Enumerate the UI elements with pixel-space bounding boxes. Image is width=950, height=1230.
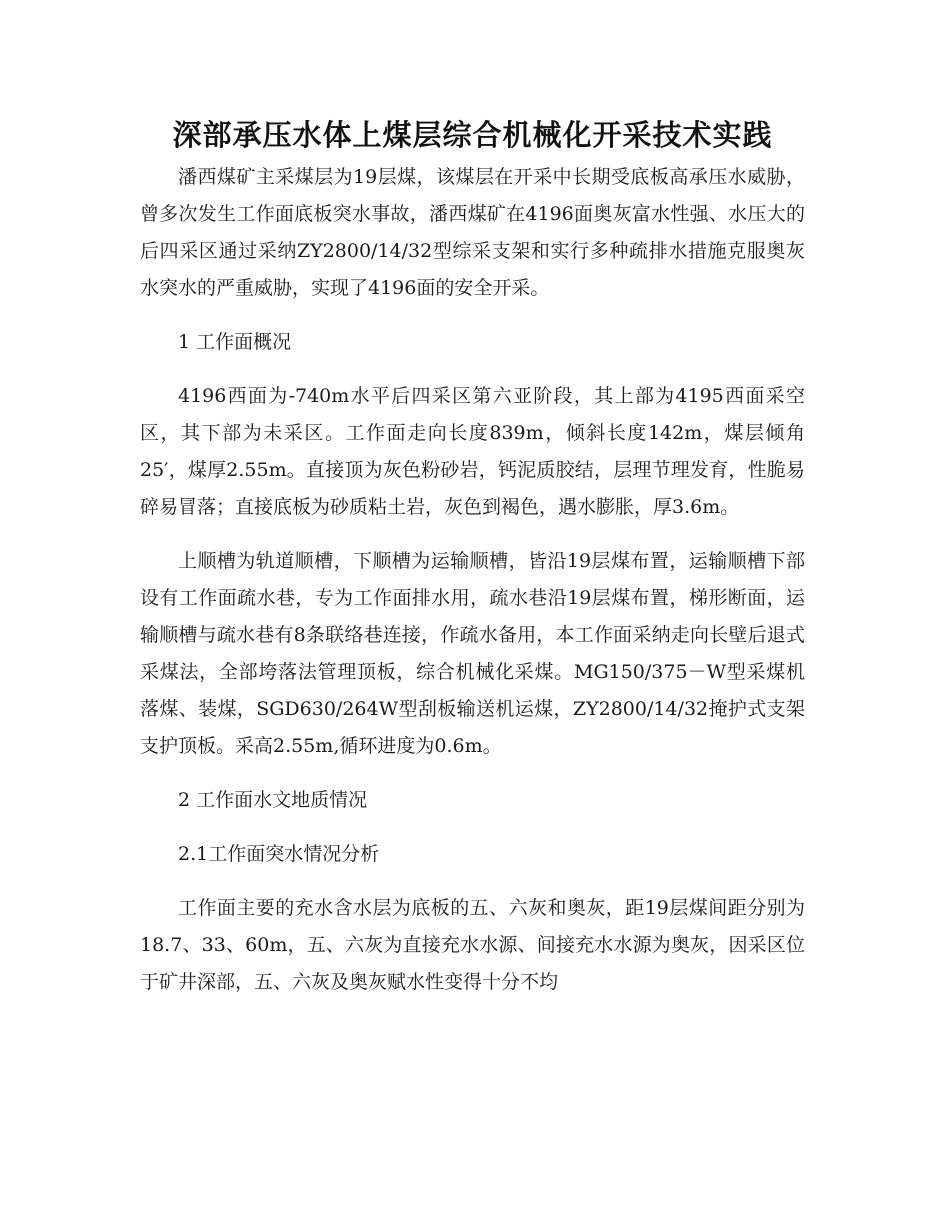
document-title: 深部承压水体上煤层综合机械化开采技术实践 [172, 118, 773, 152]
section-2-1-paragraph: 工作面主要的充水含水层为底板的五、六灰和奥灰，距19层煤间距分别为18.7、33、60m，五、六灰为直接充水水源、间接充水水源为奥灰，因采区位于矿井深部，五、六灰及奥灰赋水性变得十分不均 [140, 897, 805, 993]
spacer [140, 307, 805, 324]
section-1-paragraph-1: 4196西面为-740m水平后四采区第六亚阶段，其上部为4195西面采空区，其下部为未采区。工作面走向长度839m，倾斜长度142m，煤层倾角25′，煤厚2.55m。直接顶为灰色粉砂岩，钙泥质胶结，层理节理发育，性脆易碎易冒落；直接底板为砂质粘土岩，灰色到褐色，遇水膨胀，厚3.6m。 [140, 385, 805, 518]
spacer [140, 819, 805, 836]
intro-paragraph: 潘西煤矿主采煤层为19层煤，该煤层在开采中长期受底板高承压水威胁，曾多次发生工作面底板突水事故，潘西煤矿在4196面奥灰富水性强、水压大的后四采区通过采纳ZY2800/14/32型综采支架和实行多种疏排水措施克服奥灰水突水的严重威胁，实现了4196面的安全开采。 [140, 166, 805, 299]
section-1-heading: 1 工作面概况 [178, 331, 292, 353]
document-page [140, 105, 805, 1001]
section-2-heading: 2 工作面水文地质情况 [178, 789, 368, 811]
spacer [140, 873, 805, 890]
spacer [140, 765, 805, 782]
section-1-paragraph-2: 上顺槽为轨道顺槽，下顺槽为运输顺槽，皆沿19层煤布置，运输顺槽下部设有工作面疏水巷，专为工作面排水用，疏水巷沿19层煤布置，梯形断面，运输顺槽与疏水巷有8条联络巷连接，作疏水备用，本工作面采纳走向长壁后退式采煤法，全部垮落法管理顶板，综合机械化采煤。MG150/375－W型采煤机落煤、装煤，SGD630/264W型刮板输送机运煤，ZY2800/14/32掩护式支架支护顶板。采高2.55m,循环进度为0.6m。 [140, 550, 805, 757]
spacer [140, 526, 805, 543]
spacer [140, 361, 805, 378]
section-2-1-heading: 2.1工作面突水情况分析 [178, 843, 380, 865]
